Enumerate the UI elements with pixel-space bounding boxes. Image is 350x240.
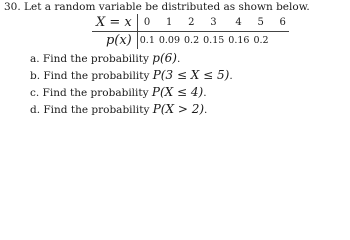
question-suffix: .: [229, 70, 233, 82]
question-math: p(6): [152, 51, 177, 65]
x-value: 5: [251, 14, 270, 32]
x-value: 1: [157, 14, 182, 32]
p-row-label: p(x): [92, 32, 137, 50]
question-text: c. Find the probability: [30, 87, 152, 99]
x-value: 4: [226, 14, 251, 32]
x-row-label: X = x: [92, 14, 137, 32]
probability-value: 0.15: [203, 35, 225, 46]
probability-value: 0.16: [228, 35, 250, 46]
question-suffix: .: [203, 87, 207, 99]
x-value: 0: [137, 14, 157, 32]
question-math: P(X ≤ 4): [151, 85, 204, 99]
probability-value: 0.09: [158, 35, 181, 46]
probability-value: 0.2: [184, 35, 200, 46]
question-math: P(X > 2): [152, 102, 205, 116]
x-values-row: [92, 14, 289, 32]
question-text: b. Find the probability: [30, 70, 153, 82]
question-text: a. Find the probability: [30, 53, 153, 65]
question-list: [30, 50, 233, 118]
x-value: 2: [182, 14, 201, 32]
x-value: 3: [201, 14, 226, 32]
distribution-table: [92, 14, 289, 49]
probability-value-empty: [271, 32, 290, 50]
probability-row: [92, 32, 289, 50]
question-suffix: .: [204, 104, 208, 116]
question-text: d. Find the probability: [30, 104, 153, 116]
question-b: [30, 67, 233, 84]
question-a: [30, 50, 233, 67]
probability-value: 0.2: [253, 35, 269, 46]
problem-statement: 30. Let a random variable be distributed as shown below.: [4, 1, 310, 13]
question-suffix: .: [176, 53, 181, 65]
question-c: [30, 84, 233, 101]
question-d: [30, 101, 233, 118]
probability-value: 0.1: [139, 35, 155, 46]
x-value: 6: [271, 14, 290, 32]
question-math: P(3 ≤ X ≤ 5): [152, 68, 230, 82]
